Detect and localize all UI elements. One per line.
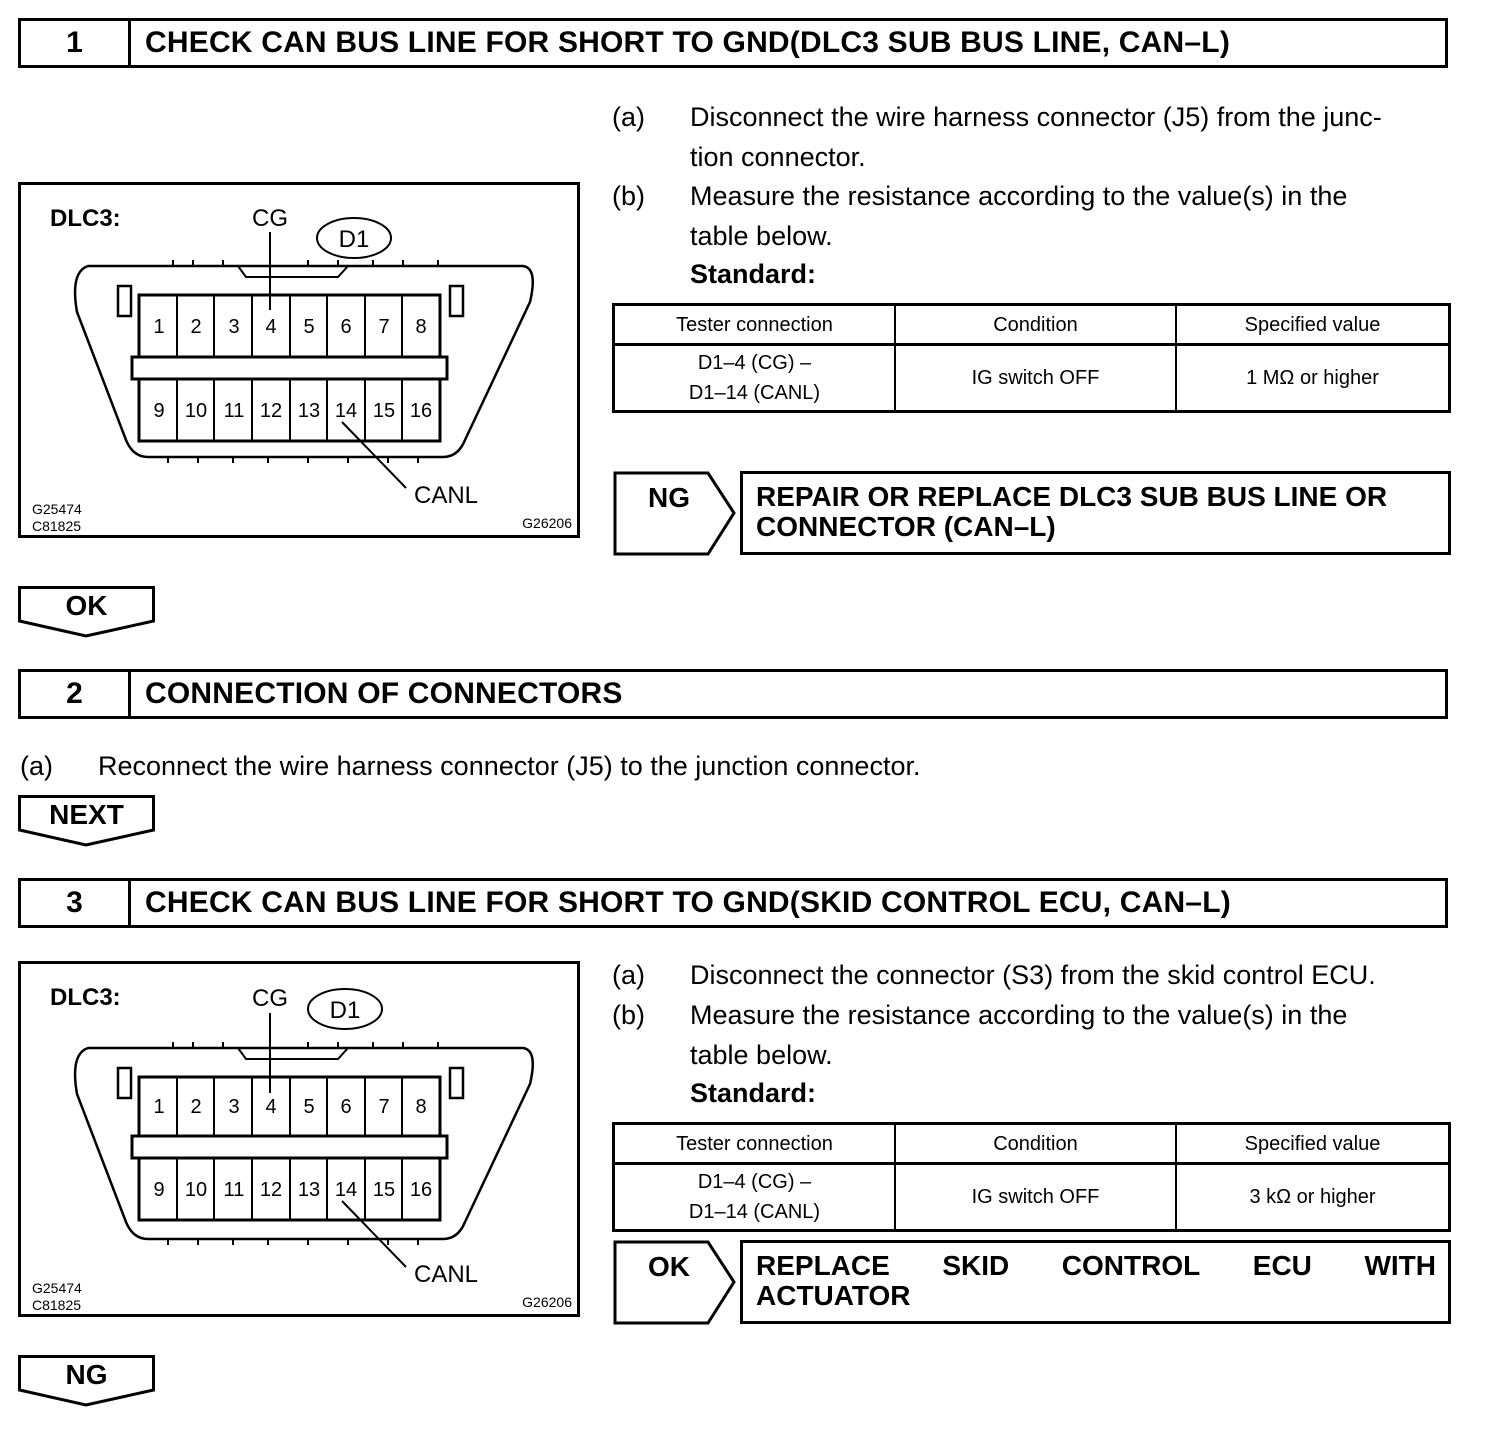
canl-label: CANL: [413, 1261, 479, 1288]
pin-label: 11: [223, 1179, 245, 1201]
step-1-header: [18, 18, 1448, 68]
instruction-label: (a): [612, 960, 645, 990]
instruction-b: [612, 995, 1452, 1075]
pin-label: 9: [153, 1179, 165, 1201]
flow-tag-label: NG: [65, 1359, 108, 1390]
result-tag: NG: [648, 482, 690, 513]
figure-code: G25474: [32, 501, 82, 517]
ok-flow-tag: [18, 586, 155, 638]
pin-label: 11: [223, 400, 245, 422]
instruction-line: Measure the resistance according to the value(s) in the: [690, 1000, 1348, 1030]
table-header: Tester connection: [614, 305, 896, 345]
diagram-title: DLC3:: [50, 205, 121, 232]
instruction-line: Disconnect the wire harness connector (J5) from the junc-: [690, 102, 1382, 132]
instruction-line: table below.: [690, 221, 833, 251]
pin-label: 1: [153, 316, 165, 338]
cg-label: CG: [252, 205, 288, 232]
pin-label: 14: [334, 400, 358, 422]
result-tag: OK: [648, 1251, 690, 1282]
flow-tag-label: NEXT: [49, 799, 124, 830]
result-line: REPAIR OR REPLACE DLC3 SUB BUS LINE OR: [756, 481, 1388, 512]
step-title: CONNECTION OF CONNECTORS: [145, 677, 623, 710]
d1-label: D1: [338, 226, 370, 253]
instruction-a: [612, 955, 1452, 995]
table-cell: D1–4 (CG) – D1–14 (CANL): [614, 1164, 896, 1231]
flow-tag-label: OK: [65, 590, 108, 621]
standard-label: Standard:: [690, 1078, 817, 1108]
result-line: REPLACE SKID CONTROL ECU WITH: [756, 1250, 1436, 1281]
pin-label: 1: [153, 1096, 165, 1118]
pin-label: 15: [372, 1179, 396, 1201]
pin-label: 2: [190, 316, 202, 338]
pin-label: 6: [340, 1096, 352, 1118]
table-header: Condition: [895, 305, 1176, 345]
step-title: CHECK CAN BUS LINE FOR SHORT TO GND(SKID CONTROL ECU, CAN–L): [145, 886, 1231, 919]
standard-label: Standard:: [690, 259, 817, 289]
pin-label: 12: [259, 1179, 283, 1201]
pin-label: 5: [303, 1096, 315, 1118]
ng-flow-tag: [18, 1355, 155, 1407]
spec-table: [612, 1122, 1451, 1232]
pin-label: 8: [415, 316, 427, 338]
instruction-line: Measure the resistance according to the value(s) in the: [690, 181, 1348, 211]
instruction-line: Disconnect the connector (S3) from the skid control ECU.: [690, 960, 1376, 990]
pin-label: 3: [228, 1096, 240, 1118]
pin-label: 14: [334, 1179, 358, 1201]
diagram-title: DLC3:: [50, 984, 121, 1011]
table-cell: D1–4 (CG) – D1–14 (CANL): [614, 345, 896, 412]
d1-label: D1: [329, 997, 361, 1024]
next-flow-tag: [18, 795, 155, 847]
instruction-b: [612, 176, 1452, 256]
figure-code: G26206: [522, 1294, 572, 1310]
instruction-label: (a): [612, 102, 645, 132]
table-cell: 1 MΩ or higher: [1176, 345, 1450, 412]
result-action-box: [740, 1240, 1451, 1324]
step-number: 1: [21, 21, 131, 65]
canl-label: CANL: [413, 482, 479, 509]
table-header: Tester connection: [614, 1124, 896, 1164]
pin-label: 16: [409, 1179, 433, 1201]
figure-code: G26206: [522, 515, 572, 531]
result-action-box: [740, 471, 1451, 555]
instruction-label: (a): [20, 751, 53, 781]
figure-code: C81825: [32, 518, 82, 534]
result-line: CONNECTOR (CAN–L): [756, 511, 1056, 542]
dlc3-connector-diagram: [18, 182, 580, 538]
instruction-label: (b): [612, 181, 645, 211]
step-3-header: [18, 878, 1448, 928]
pin-label: 5: [303, 316, 315, 338]
pin-label: 16: [409, 400, 433, 422]
step-number: 2: [21, 672, 131, 716]
table-header: Specified value: [1176, 305, 1450, 345]
table-cell: IG switch OFF: [895, 345, 1176, 412]
pin-label: 15: [372, 400, 396, 422]
pin-label: 3: [228, 316, 240, 338]
cg-label: CG: [252, 985, 288, 1012]
instruction-a: [612, 97, 1452, 177]
pin-label: 4: [265, 1096, 277, 1118]
table-cell: IG switch OFF: [895, 1164, 1176, 1231]
pin-label: 12: [259, 400, 283, 422]
step-number: 3: [21, 881, 131, 925]
result-line: ACTUATOR: [756, 1280, 911, 1311]
pin-label: 7: [378, 316, 390, 338]
pin-label: 4: [265, 316, 277, 338]
pin-label: 6: [340, 316, 352, 338]
dlc3-connector-diagram: [18, 961, 580, 1317]
step-title: CHECK CAN BUS LINE FOR SHORT TO GND(DLC3 SUB BUS LINE, CAN–L): [145, 26, 1231, 59]
pin-label: 9: [153, 400, 165, 422]
figure-code: G25474: [32, 1280, 82, 1296]
step-2-header: [18, 669, 1448, 719]
pin-label: 13: [297, 400, 321, 422]
pin-label: 10: [184, 400, 208, 422]
table-header: Specified value: [1176, 1124, 1450, 1164]
pin-label: 13: [297, 1179, 321, 1201]
table-header: Condition: [895, 1124, 1176, 1164]
pin-label: 7: [378, 1096, 390, 1118]
table-cell: 3 kΩ or higher: [1176, 1164, 1450, 1231]
figure-code: C81825: [32, 1297, 82, 1313]
instruction-label: (b): [612, 1000, 645, 1030]
instruction-a: [20, 746, 1220, 786]
spec-table: [612, 303, 1451, 413]
instruction-line: tion connector.: [690, 142, 866, 172]
instruction-line: table below.: [690, 1040, 833, 1070]
pin-label: 8: [415, 1096, 427, 1118]
instruction-line: Reconnect the wire harness connector (J5) to the junction connector.: [98, 751, 921, 781]
pin-label: 10: [184, 1179, 208, 1201]
pin-label: 2: [190, 1096, 202, 1118]
